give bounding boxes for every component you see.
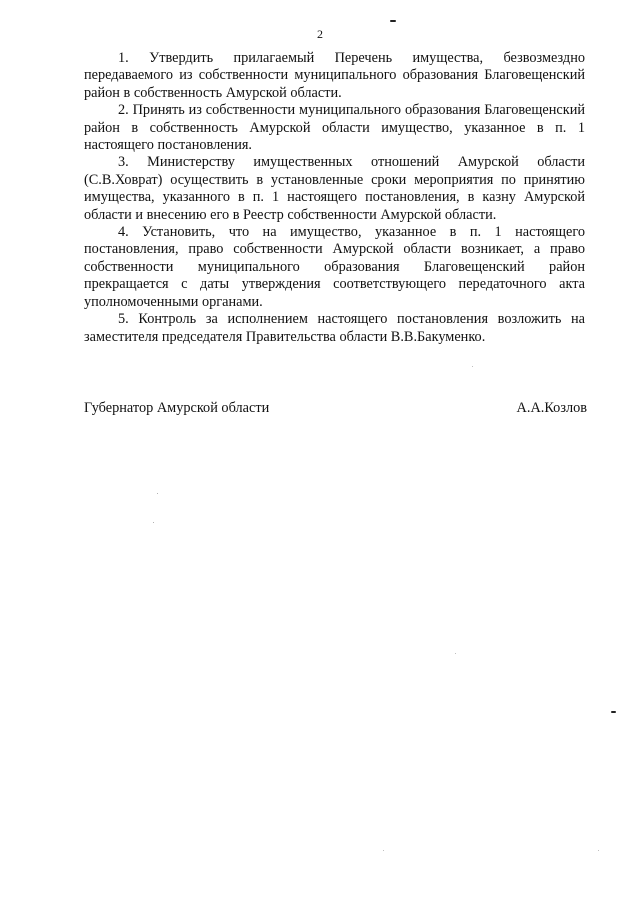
- page-number: 2: [317, 27, 323, 41]
- scan-speck: [611, 711, 616, 713]
- clause-1: 1. Утвердить прилагаемый Перечень имущества, безвозмездно передаваемого из собственности муниципального образования Благовещенский район в собственность Амурской области.: [84, 50, 585, 101]
- scan-speck: [383, 850, 384, 851]
- scan-speck: [153, 522, 154, 523]
- scan-speck: [390, 20, 396, 22]
- scan-speck: [157, 493, 158, 494]
- clause-4: 4. Установить, что на имущество, указанное в п. 1 настоящего постановления, право собственности Амурской области возникает, а право собственности муниципального образования Благовещенский район прекращается с даты утверждения соответствующего передаточного акта уполномоченными органами.: [84, 224, 585, 310]
- signatory-title: Губернатор Амурской области: [84, 400, 270, 416]
- scan-speck: [598, 850, 599, 851]
- clause-5: 5. Контроль за исполнением настоящего постановления возложить на заместителя председателя Правительства области В.В.Бакуменко.: [84, 311, 585, 345]
- signatory-name: А.А.Козлов: [516, 400, 587, 416]
- scan-speck: [472, 366, 473, 367]
- clause-3: 3. Министерству имущественных отношений Амурской области (С.В.Ховрат) осуществить в установленные сроки мероприятия по принятию имущества, указанного в п. 1 настоящего постановления, в казну Амурской области и внесению его в Реестр собственности Амурской области.: [84, 154, 585, 223]
- scan-speck: [455, 653, 456, 654]
- resolution-body: [84, 50, 585, 346]
- clause-2: 2. Принять из собственности муниципального образования Благовещенский район в собственность Амурской области имущество, указанное в п. 1 настоящего постановления.: [84, 102, 585, 154]
